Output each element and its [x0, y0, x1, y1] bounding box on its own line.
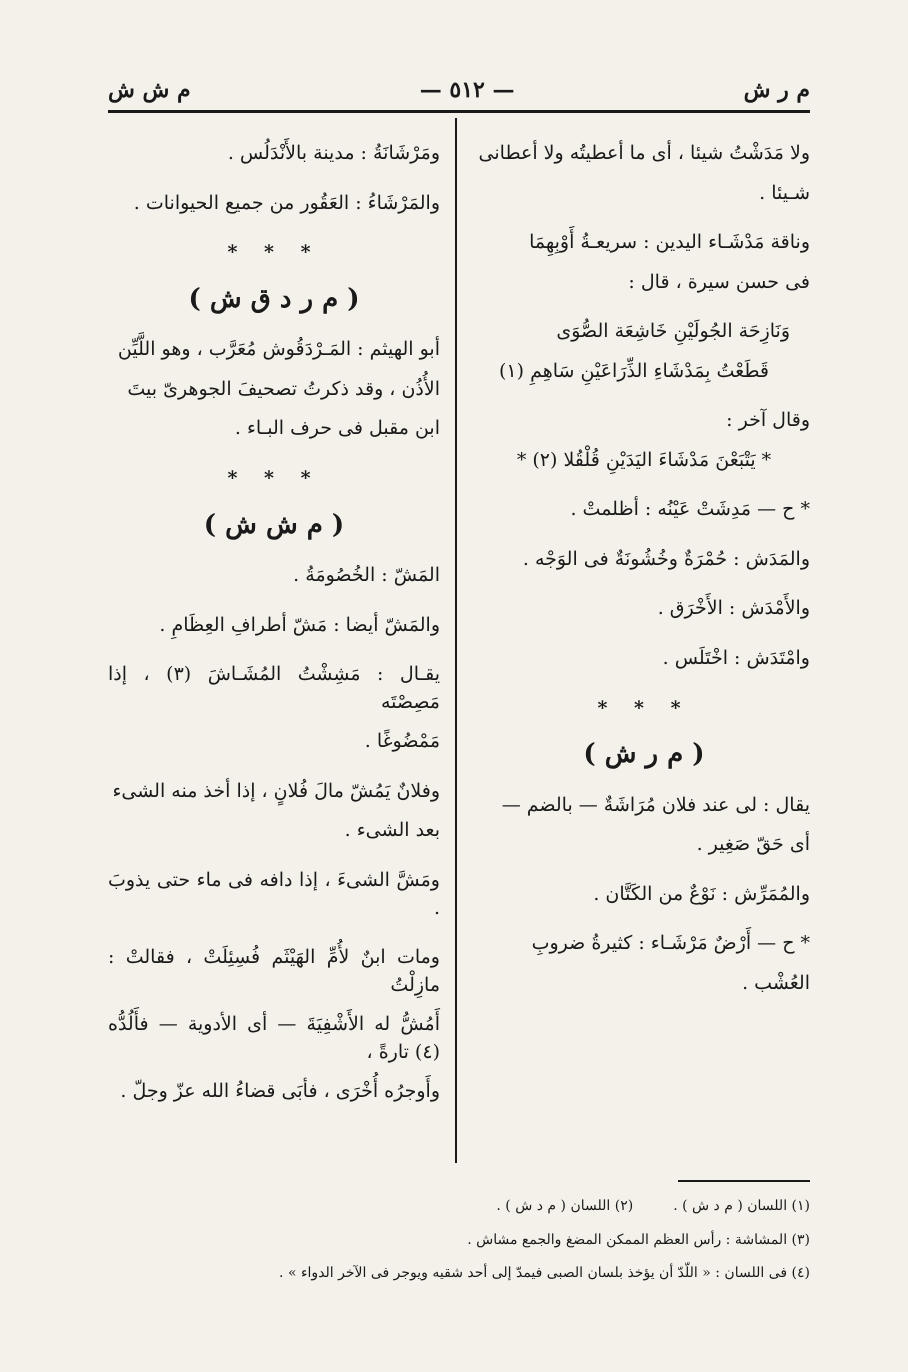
footnote-1: (١) اللسان ( م د ش ) .: [673, 1198, 810, 1214]
entry-heading: ( م ر د ق ش ): [188, 283, 360, 314]
verse-line: قَطَعْتُ بِمَدْشَاءِ الذِّرَاعَيْنِ سَاهِمِ (١): [499, 359, 769, 382]
left-column: [108, 140, 440, 1128]
text-line: يقـال : مَشِشْتُ المُشَـاشَ (٣) ، إذا مَصِصْتَه: [108, 663, 440, 713]
text-line: أَمُشُّ له الأَشْفِيَةَ — أى الأدوية — فأَلُدُّه (٤) تارةً ،: [108, 1013, 440, 1063]
text-line: الأُذُن ، وقد ذكرتُ تصحيفَ الجوهرىّ بيتَ: [127, 377, 440, 400]
footnote-4: (٤) فى اللسان : « اللّدّ أن يؤخذ بلسان الصبى فيمدّ إلى أحد شقيه ويوجر فى الآخر الدواء » .: [279, 1265, 810, 1282]
text-line: مَمْضُوغًا .: [364, 730, 440, 753]
text-line: وأَوجرُه أُخْرَى ، فأبَى قضاءُ الله عزّ وجلّ .: [120, 1080, 440, 1103]
section-separator: * * *: [227, 466, 321, 489]
footnote-2: (٢) اللسان ( م د ش ) .: [496, 1198, 634, 1214]
footnotes: [108, 1196, 810, 1297]
verse-line: وَنَازِحَة الجُولَيْنِ خَاشِعَة الصُّوَى: [556, 320, 790, 343]
text-line: شـيئا .: [759, 181, 810, 204]
header-rule: [108, 110, 810, 113]
text-line: أى حَقّ صَغِير .: [696, 833, 810, 856]
text-line: والأَمْدَش : الأَخْرَق .: [657, 597, 810, 620]
column-divider: [455, 118, 457, 1163]
entry-heading: ( م ش ش ): [203, 509, 345, 540]
section-separator: * * *: [227, 241, 321, 264]
text-line: والمُمَرِّش : نَوْعٌ من الكَتَّان .: [593, 882, 810, 905]
text-line: * ح — مَدِشَتْ عَيْنُه : أظلمتْ .: [570, 498, 810, 521]
page-number: — ٥١٢ —: [419, 77, 515, 103]
text-line: والمَرْشَاءُ : العَقُور من جميع الحيوانات .: [133, 191, 440, 214]
text-line: ومات ابنٌ لأُمِّ الهَيْثَم فُسِئِلَتْ ، فقالتْ : مازِلْتُ: [108, 946, 440, 996]
text-line: والمَدَش : حُمْرَةٌ وخُشُونَةٌ فى الوَجْه .: [522, 547, 810, 570]
text-line: ولا مَدَشْتُ شيئا ، أى ما أعطيتُه ولا أعطانى: [478, 142, 810, 164]
text-line: بعد الشىء .: [344, 819, 440, 842]
text-line: فى حسن سيرة ، قال :: [628, 270, 810, 293]
section-separator: * * *: [597, 696, 691, 719]
text-line: وفلانٌ يَمُشّ مالَ فُلانٍ ، إذا أخذ منه الشىء: [112, 779, 440, 802]
text-line: المَشّ : الخُصُومَةُ .: [293, 564, 440, 587]
header-left-title: م ش ش: [108, 77, 191, 103]
footnote-rule: [678, 1180, 810, 1182]
text-line: والمَشّ أيضا : مَشّ أطرافِ العِظَامِ .: [159, 613, 440, 636]
footnote-3: (٣) المشاشة : رأس العظم الممكن المضغ والجمع مشاش .: [467, 1231, 810, 1248]
text-line: وامْتَدَش : اخْتَلَس .: [662, 647, 810, 670]
right-column: [478, 140, 810, 1020]
text-line: ابن مقبل فى حرف البـاء .: [234, 417, 440, 440]
text-line: العُشْب .: [742, 971, 810, 994]
text-line: وناقة مَدْشَـاء اليدين : سريعـةُ أَوْبِهِمَا: [529, 231, 810, 254]
text-line: ومَرْشَانَةُ : مدينة بالأَنْدَلُس .: [227, 142, 440, 164]
text-line: أبو الهيثم : المَـرْدَقُوش مُعَرَّب ، وهو اللَّيِّن: [117, 338, 440, 361]
entry-heading: ( م ر ش ): [583, 739, 705, 770]
header-right-title: م ر ش: [743, 77, 810, 103]
text-line: يقال : لى عند فلان مُرَاشَةٌ — بالضم —: [501, 793, 810, 816]
verse-line: * يَتْبَعْنَ مَدْشَاءَ اليَدَيْنِ قُلْقُلا (٢) *: [516, 448, 772, 471]
text-line: وقال آخر :: [726, 409, 810, 432]
text-line: * ح — أَرْضٌ مَرْشَـاء : كثيرةُ ضروبِ: [531, 932, 810, 955]
page-header: [108, 70, 810, 110]
footnote-row: [108, 1196, 810, 1218]
text-line: ومَشَّ الشىءَ ، إذا دافه فى ماء حتى يذوبَ .: [108, 869, 440, 919]
